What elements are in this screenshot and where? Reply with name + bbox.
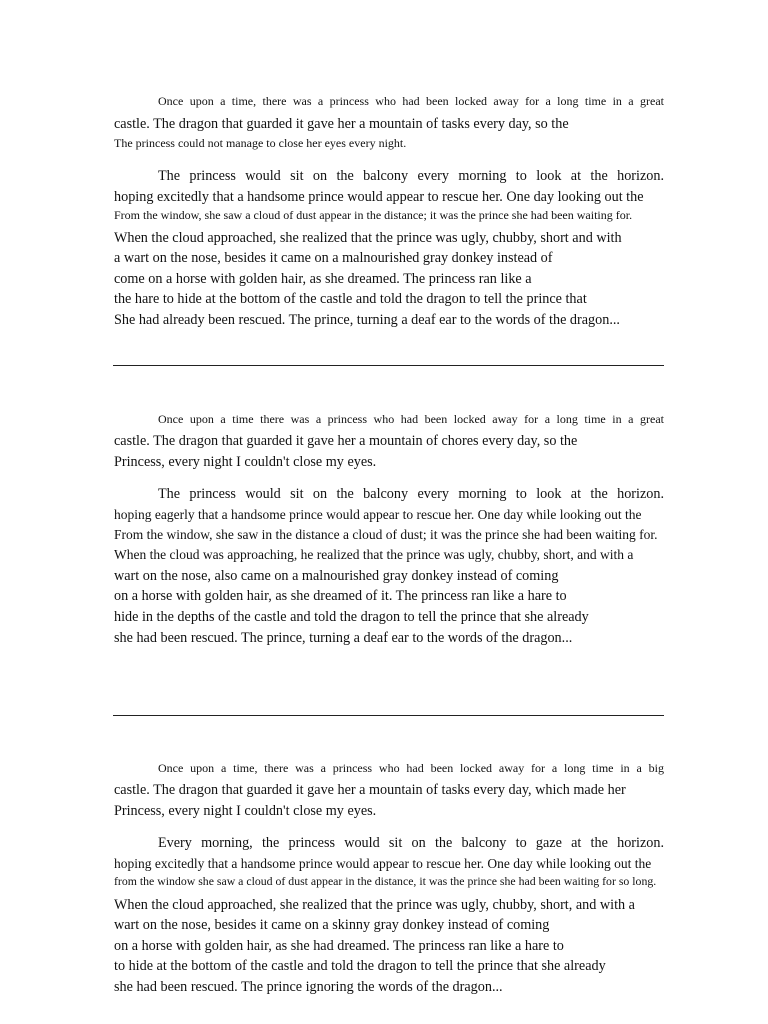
story-line: from the window she saw a cloud of dust appear in the distance, it was the prince she had been waiting for so long.	[114, 874, 657, 888]
story-line: The princess would sit on the balcony every morning to look at the horizon.	[158, 486, 664, 502]
story-line: castle. The dragon that guarded it gave her a mountain of tasks every day, so the	[114, 116, 569, 132]
story-line: come on a horse with golden hair, as she dreamed. The princess ran like a	[114, 271, 532, 287]
story-line: a wart on the nose, besides it came on a malnourished gray donkey instead of	[114, 250, 553, 266]
story-line: The princess would sit on the balcony every morning to look at the horizon.	[158, 168, 664, 184]
story-line: the hare to hide at the bottom of the castle and told the dragon to tell the prince that	[114, 291, 587, 307]
story-line: She had already been rescued. The prince, turning a deaf ear to the words of the dragon...	[114, 312, 620, 328]
story-line: castle. The dragon that guarded it gave her a mountain of tasks every day, which made her	[114, 782, 626, 798]
story-line: she had been rescued. The prince, turning a deaf ear to the words of the dragon...	[114, 630, 573, 646]
story-line: Once upon a time there was a princess who had been locked away for a long time in a great	[158, 412, 664, 426]
story-line: hoping eagerly that a handsome prince would appear to rescue her. One day while looking out the	[114, 507, 642, 522]
story-line: wart on the nose, also came on a malnourished gray donkey instead of coming	[114, 568, 559, 584]
section-divider	[113, 715, 664, 716]
story-line: on a horse with golden hair, as she had dreamed. The princess ran like a hare to	[114, 938, 564, 954]
section-divider	[113, 365, 664, 366]
story-line: Princess, every night I couldn't close my eyes.	[114, 803, 377, 819]
story-line: When the cloud approached, she realized that the prince was ugly, chubby, short, and with a	[114, 897, 635, 913]
story-line: hoping excitedly that a handsome prince would appear to rescue her. One day while looking out the	[114, 856, 652, 871]
story-line: Once upon a time, there was a princess who had been locked away for a long time in a big	[158, 761, 664, 775]
story-line: castle. The dragon that guarded it gave her a mountain of chores every day, so the	[114, 433, 578, 449]
story-line: From the window, she saw in the distance a cloud of dust; it was the prince she had been waiting for.	[114, 527, 658, 542]
story-line: she had been rescued. The prince ignoring the words of the dragon...	[114, 979, 503, 995]
story-line: to hide at the bottom of the castle and told the dragon to tell the prince that she already	[114, 958, 606, 974]
story-line: From the window, she saw a cloud of dust appear in the distance; it was the prince she had been waiting for.	[114, 208, 633, 222]
story-line: The princess could not manage to close her eyes every night.	[114, 136, 407, 150]
story-line: on a horse with golden hair, as she dreamed of it. The princess ran like a hare to	[114, 588, 567, 604]
story-line: When the cloud was approaching, he realized that the prince was ugly, chubby, short, and with a	[114, 547, 634, 562]
story-line: hide in the depths of the castle and told the dragon to tell the prince that she already	[114, 609, 589, 625]
story-line: Every morning, the princess would sit on the balcony to gaze at the horizon.	[158, 835, 664, 851]
story-line: When the cloud approached, she realized that the prince was ugly, chubby, short and with	[114, 230, 622, 246]
story-line: wart on the nose, besides it came on a skinny gray donkey instead of coming	[114, 917, 550, 933]
story-line: hoping excitedly that a handsome prince would appear to rescue her. One day looking out the	[114, 189, 644, 205]
story-line: Once upon a time, there was a princess who had been locked away for a long time in a great	[158, 94, 664, 108]
story-line: Princess, every night I couldn't close my eyes.	[114, 454, 377, 470]
